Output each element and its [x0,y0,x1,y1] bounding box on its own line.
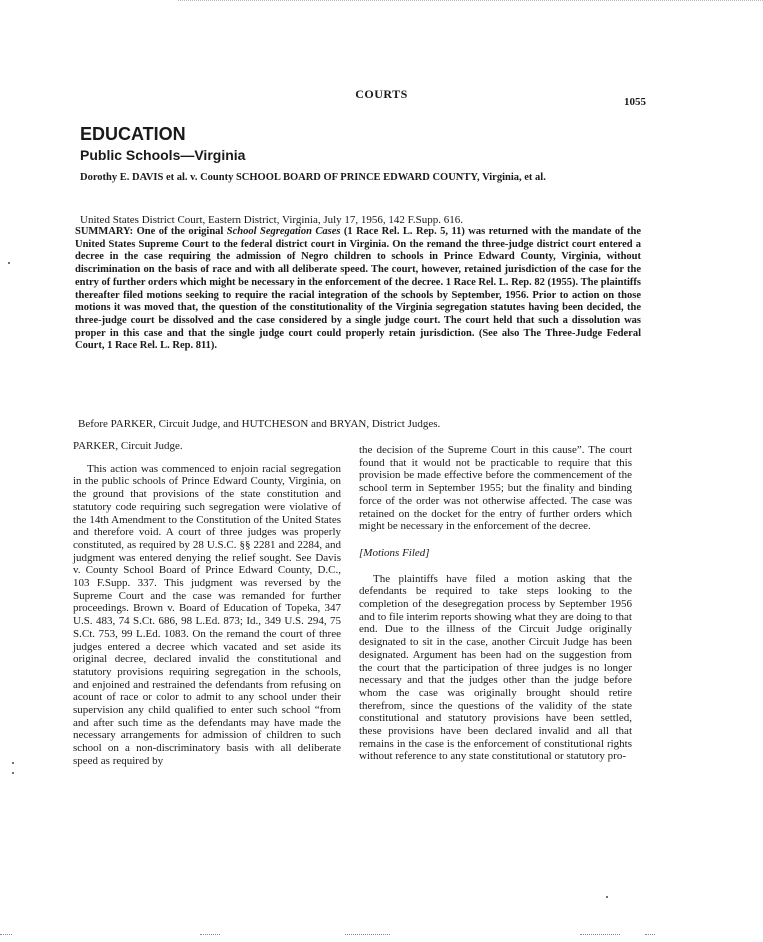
court-line: United States District Court, Eastern District, Virginia, July 17, 1956, 142 F.Supp. 616. [80,214,464,226]
opinion-author: PARKER, Circuit Judge. [73,440,183,452]
scan-edge-bottom [0,928,763,936]
running-head: COURTS [355,87,408,101]
opinion-paragraph: The plaintiffs have filed a motion asking that the defendants be required to take steps looking to the completion of the desegregation process by September 1956 and to file interim reports showing what they are doing to that end. Due to the illness of the Circuit Judge originally designated to sit in the case, another Circuit Judge has been designated. Argument has been had on the suggestion from the court that the participation of three judges is no longer necessary and that the judges other than the judge before whom the case was originally brought should retire therefrom, since the questions of the validity of the state constitutional and statutory provisions have been settled, these provisions have been declared invalid and all that remains in the case is the enforcement of constitutional rights without reference to any state constitutional or statutory pro- [359,572,632,763]
summary-case-name: School Segregation Cases [226,226,341,237]
subsection-title: Public Schools—Virginia [80,147,246,163]
before-judges-line: Before PARKER, Circuit Judge, and HUTCHESON and BRYAN, District Judges. [78,418,441,430]
opinion-left-column [73,440,341,768]
opinion-paragraph: This action was commenced to enjoin racial segregation in the public schools of Prince Edward County, Virginia, on the ground that provisions of the state constitution and statutory code requiring such segregation were violative of the 14th Amendment to the Constitution of the United States and therefore void. A court of three judges was properly constituted, as required by 28 U.S.C. §§ 2281 and 2284, and judgment was entered denying the relief sought. See Davis v. County School Board of Prince Edward County, D.C., 103 F.Supp. 337. This judgment was reversed by the Supreme Court and the case was remanded for further proceedings. Brown v. Board of Education of Topeka, 347 U.S. 483, 74 S.Ct. 686, 98 L.Ed. 873; Id., 349 U.S. 294, 75 S.Ct. 753, 99 L.Ed. 1083. On the remand the court of three judges entered a decree which vacated and set aside its original decree, declared invalid the constitutional and statutory provisions requiring segregation in the schools, and enjoined and restrained the defendants from refusing on acount of race or color to admit to any school under their supervision any child qualified to enter such school “from and after such time as the defendants may have made the necessary arrangements for admission of children to such school on a non-discriminatory basis with all deliberate speed as required by [73,462,341,767]
scan-speck [12,762,14,764]
summary-label: SUMMARY: [75,226,134,237]
opinion-paragraph: the decision of the Supreme Court in this cause”. The court found that it would not be practicable to require that this provision be made effective before the commencement of the school term in September 1955; but the finality and binding force of the order was not otherwise affected. The case was retained on the docket for the entry of further orders which might be necessary in the enforcement of the decree. [359,444,632,533]
case-summary [75,226,641,353]
scan-speck [8,262,10,264]
scan-edge-dots [178,0,763,4]
scan-speck [12,772,14,774]
summary-text-pre: One of the original [133,226,227,237]
summary-text-post: (1 Race Rel. L. Rep. 5, 11) was returned with the mandate of the United States Supreme Court to the federal district court in Virginia. On the remand the three-judge district court entered a decree in the case requiring the admission of Negro children to schools in Prince Edward County, Virginia, without discrimination on the basis of race and with all deliberate speed. The court, however, retained jurisdiction of the case for the entry of further orders which might be necessary in the enforcement of the decree. 1 Race Rel. L. Rep. 82 (1955). The plaintiffs thereafter filed motions seeking to require the racial integration of the schools by September, 1956. Prior to action on those motions it was moved that, the question of the constitutionality of the Virginia segregation statutes having been decided, the three-judge court be dissolved and the case considered by a single judge court. The court held that such a dissolution was proper in this case and that the single judge court could properly retain jurisdiction. (See also The Three-Judge Federal Court, 1 Race Rel. L. Rep. 811). [75,226,642,352]
section-title: EDUCATION [80,124,186,144]
scan-speck [606,896,608,898]
motions-filed-heading: [Motions Filed] [359,546,430,559]
case-caption: Dorothy E. DAVIS et al. v. County SCHOOL BOARD OF PRINCE EDWARD COUNTY, Virginia, et al. [80,172,546,183]
opinion-right-column [359,444,632,763]
page-number: 1055 [624,96,646,108]
